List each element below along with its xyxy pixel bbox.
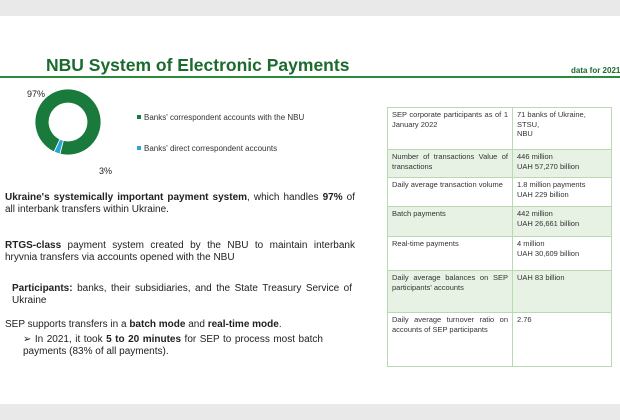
table-value-line: UAH 83 billion <box>517 273 565 282</box>
legend-item-correspondent-accounts <box>137 112 312 123</box>
table-value-line: 2.76 <box>517 315 532 324</box>
table-cell-label: Number of transactions Value of transactions <box>388 150 513 178</box>
table-cell-label: Daily average transaction volume <box>388 178 513 207</box>
table-cell-value <box>513 150 612 178</box>
table-value-line: STSU, <box>517 119 540 129</box>
table-cell-value <box>513 178 612 207</box>
paragraph-participants: Participants: banks, their subsidiaries, and the State Treasury Service of Ukraine <box>12 283 352 306</box>
table-cell-label: Daily average balances on SEP participants' accounts <box>388 271 513 313</box>
table-value-line: 71 banks of Ukraine, <box>517 110 586 119</box>
title-divider <box>0 76 620 78</box>
table-row <box>388 207 612 237</box>
table-row <box>388 313 612 367</box>
table-row <box>388 271 612 313</box>
chart-data-label-2: 3% <box>99 166 113 176</box>
legend-swatch-2 <box>137 146 141 150</box>
bullet-processing-time: ➢ In 2021, it took 5 to 20 minutes for SEP to process most batch payments (83% of all payments). <box>23 334 323 357</box>
legend-label-2: Banks' direct correspondent accounts <box>144 144 278 153</box>
table-cell-value <box>513 108 612 150</box>
paragraph-rtgs: RTGS-class payment system created by the NBU to maintain interbank hryvnia transfers via accounts opened with the NBU <box>5 240 355 263</box>
table-value-line: UAH 229 billion <box>517 189 569 199</box>
table-cell-value <box>513 207 612 237</box>
table-value-line: 442 million <box>517 209 553 218</box>
slide <box>0 16 620 404</box>
slide-title: NBU System of Electronic Payments <box>46 55 350 75</box>
table-value-line: NBU <box>517 129 533 138</box>
table-value-line: UAH 57,270 billion <box>517 161 580 171</box>
table-value-line: 1.8 million payments <box>517 180 586 189</box>
table-row <box>388 237 612 271</box>
paragraph-transfer-modes: SEP supports transfers in a batch mode and real-time mode. <box>5 319 282 330</box>
table-value-line: 446 million <box>517 152 553 161</box>
data-period-note: data for 2021 <box>571 66 620 75</box>
table-cell-label: Real-time payments <box>388 237 513 271</box>
table-cell-label: Daily average turnover ratio on accounts of SEP participants <box>388 313 513 367</box>
table-row <box>388 178 612 207</box>
table-value-line: 4 million <box>517 239 545 248</box>
paragraph-systemic-importance: Ukraine's systemically important payment system, which handles 97% of all interbank transfers within Ukraine. <box>5 192 355 215</box>
table-cell-label: Batch payments <box>388 207 513 237</box>
sep-statistics-table <box>387 107 612 367</box>
bullet-arrow-icon: ➢ <box>23 334 32 345</box>
table-value-line: UAH 30,609 billion <box>517 248 580 258</box>
table-cell-value <box>513 271 612 313</box>
table-row <box>388 108 612 150</box>
legend-item-direct-accounts <box>137 143 312 154</box>
table-cell-value <box>513 313 612 367</box>
legend-label-1: Banks' correspondent accounts with the NBU <box>144 113 305 122</box>
chart-data-label-1: 97% <box>27 89 46 99</box>
table-cell-value <box>513 237 612 271</box>
table-value-line: UAH 26,661 billion <box>517 218 580 228</box>
legend-swatch-1 <box>137 115 141 119</box>
table-cell-label: SEP corporate participants as of 1 January 2022 <box>388 108 513 150</box>
table-row <box>388 150 612 178</box>
